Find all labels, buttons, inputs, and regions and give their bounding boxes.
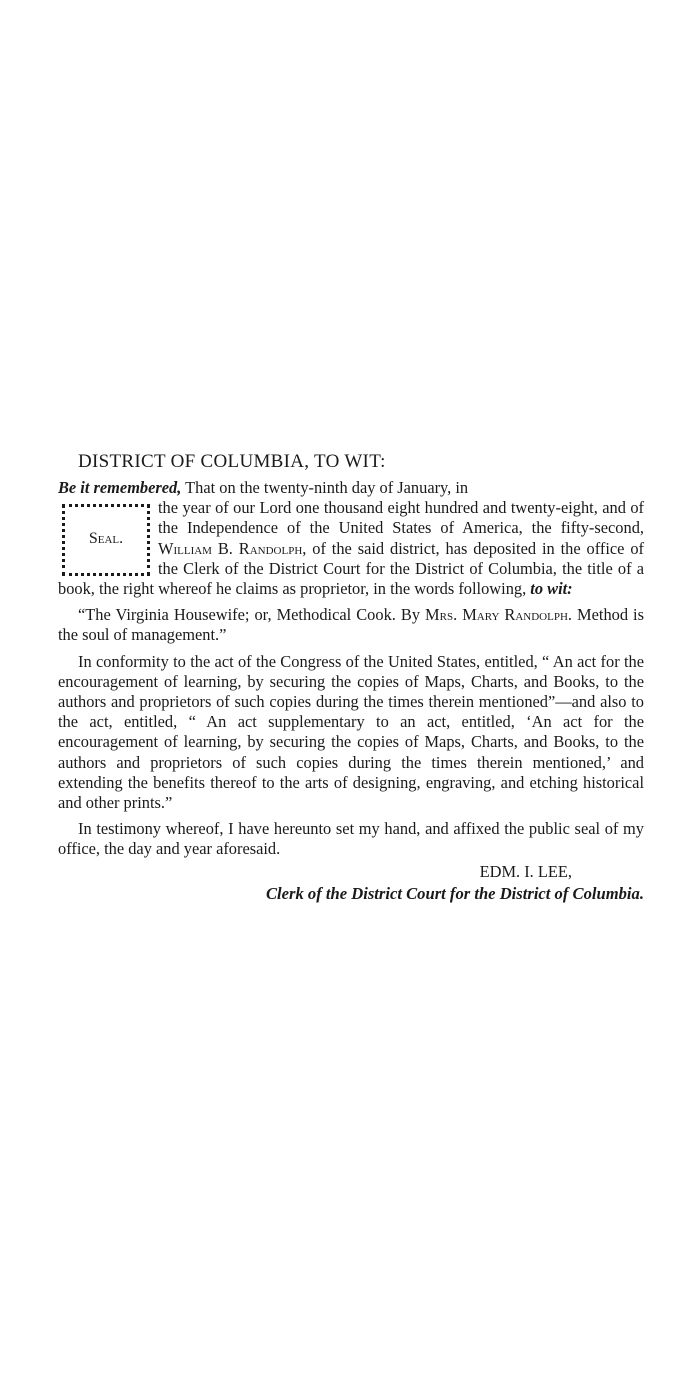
conformity-paragraph: In conformity to the act of the Congress of the United States, entitled, “ An act for the encouragement of learning, by securing the copies of Maps, Charts, and Books, to the authors and proprietors of such copies during the times therein mentioned”—and also to the act, entitled, “ An act supplementary to an act, entitled, ‘An act for the encouragement of learning, by securing the copies of Maps, Charts, and Books, to the authors and proprietors of such copies during the times therein mentioned,’ and extending the benefits thereof to the arts of designing, engraving, and etching historical and other prints.” [58,651,644,813]
remembered-lead: Be it remembered, [58,478,182,497]
book-title-text1: “The Virginia Housewife; or, Methodical Cook. By [78,605,426,625]
to-wit: to wit: [530,579,573,599]
remembered-seal-text: the year of our Lord one thousand eight hundred and twenty-eight, and of the Independence of the United States of America, the fifty-second, [158,498,644,538]
book-title-text2: Method is the soul of management.” [58,605,644,645]
seal-emblem [60,502,152,578]
book-title-paragraph [58,605,644,645]
copyright-notice [58,450,644,904]
signature-title: Clerk of the District Court for the District of Columbia. [265,883,644,903]
remembered-rest: , of the said district, has deposited in the office of the Clerk of the District Court for the District of Columbia, the title of a book, the right whereof he claims as proprietor, in the words following, [58,538,644,599]
remembered-line1: That on the twenty-ninth day of January, in [181,478,469,497]
notice-heading: DISTRICT OF COLUMBIA, TO WIT: [78,451,386,472]
seal-label: Seal. [88,530,124,548]
proprietor-name: William B. Randolph [158,538,303,558]
book-author: Mrs. Mary Randolph. [425,605,573,625]
testimony-paragraph: In testimony whereof, I have hereunto set my hand, and affixed the public seal of my office, the day and year aforesaid. [58,819,644,859]
remembered-first-line [58,478,644,498]
signature-name: EDM. I. LEE, [479,861,572,881]
remembered-paragraph [58,478,644,599]
